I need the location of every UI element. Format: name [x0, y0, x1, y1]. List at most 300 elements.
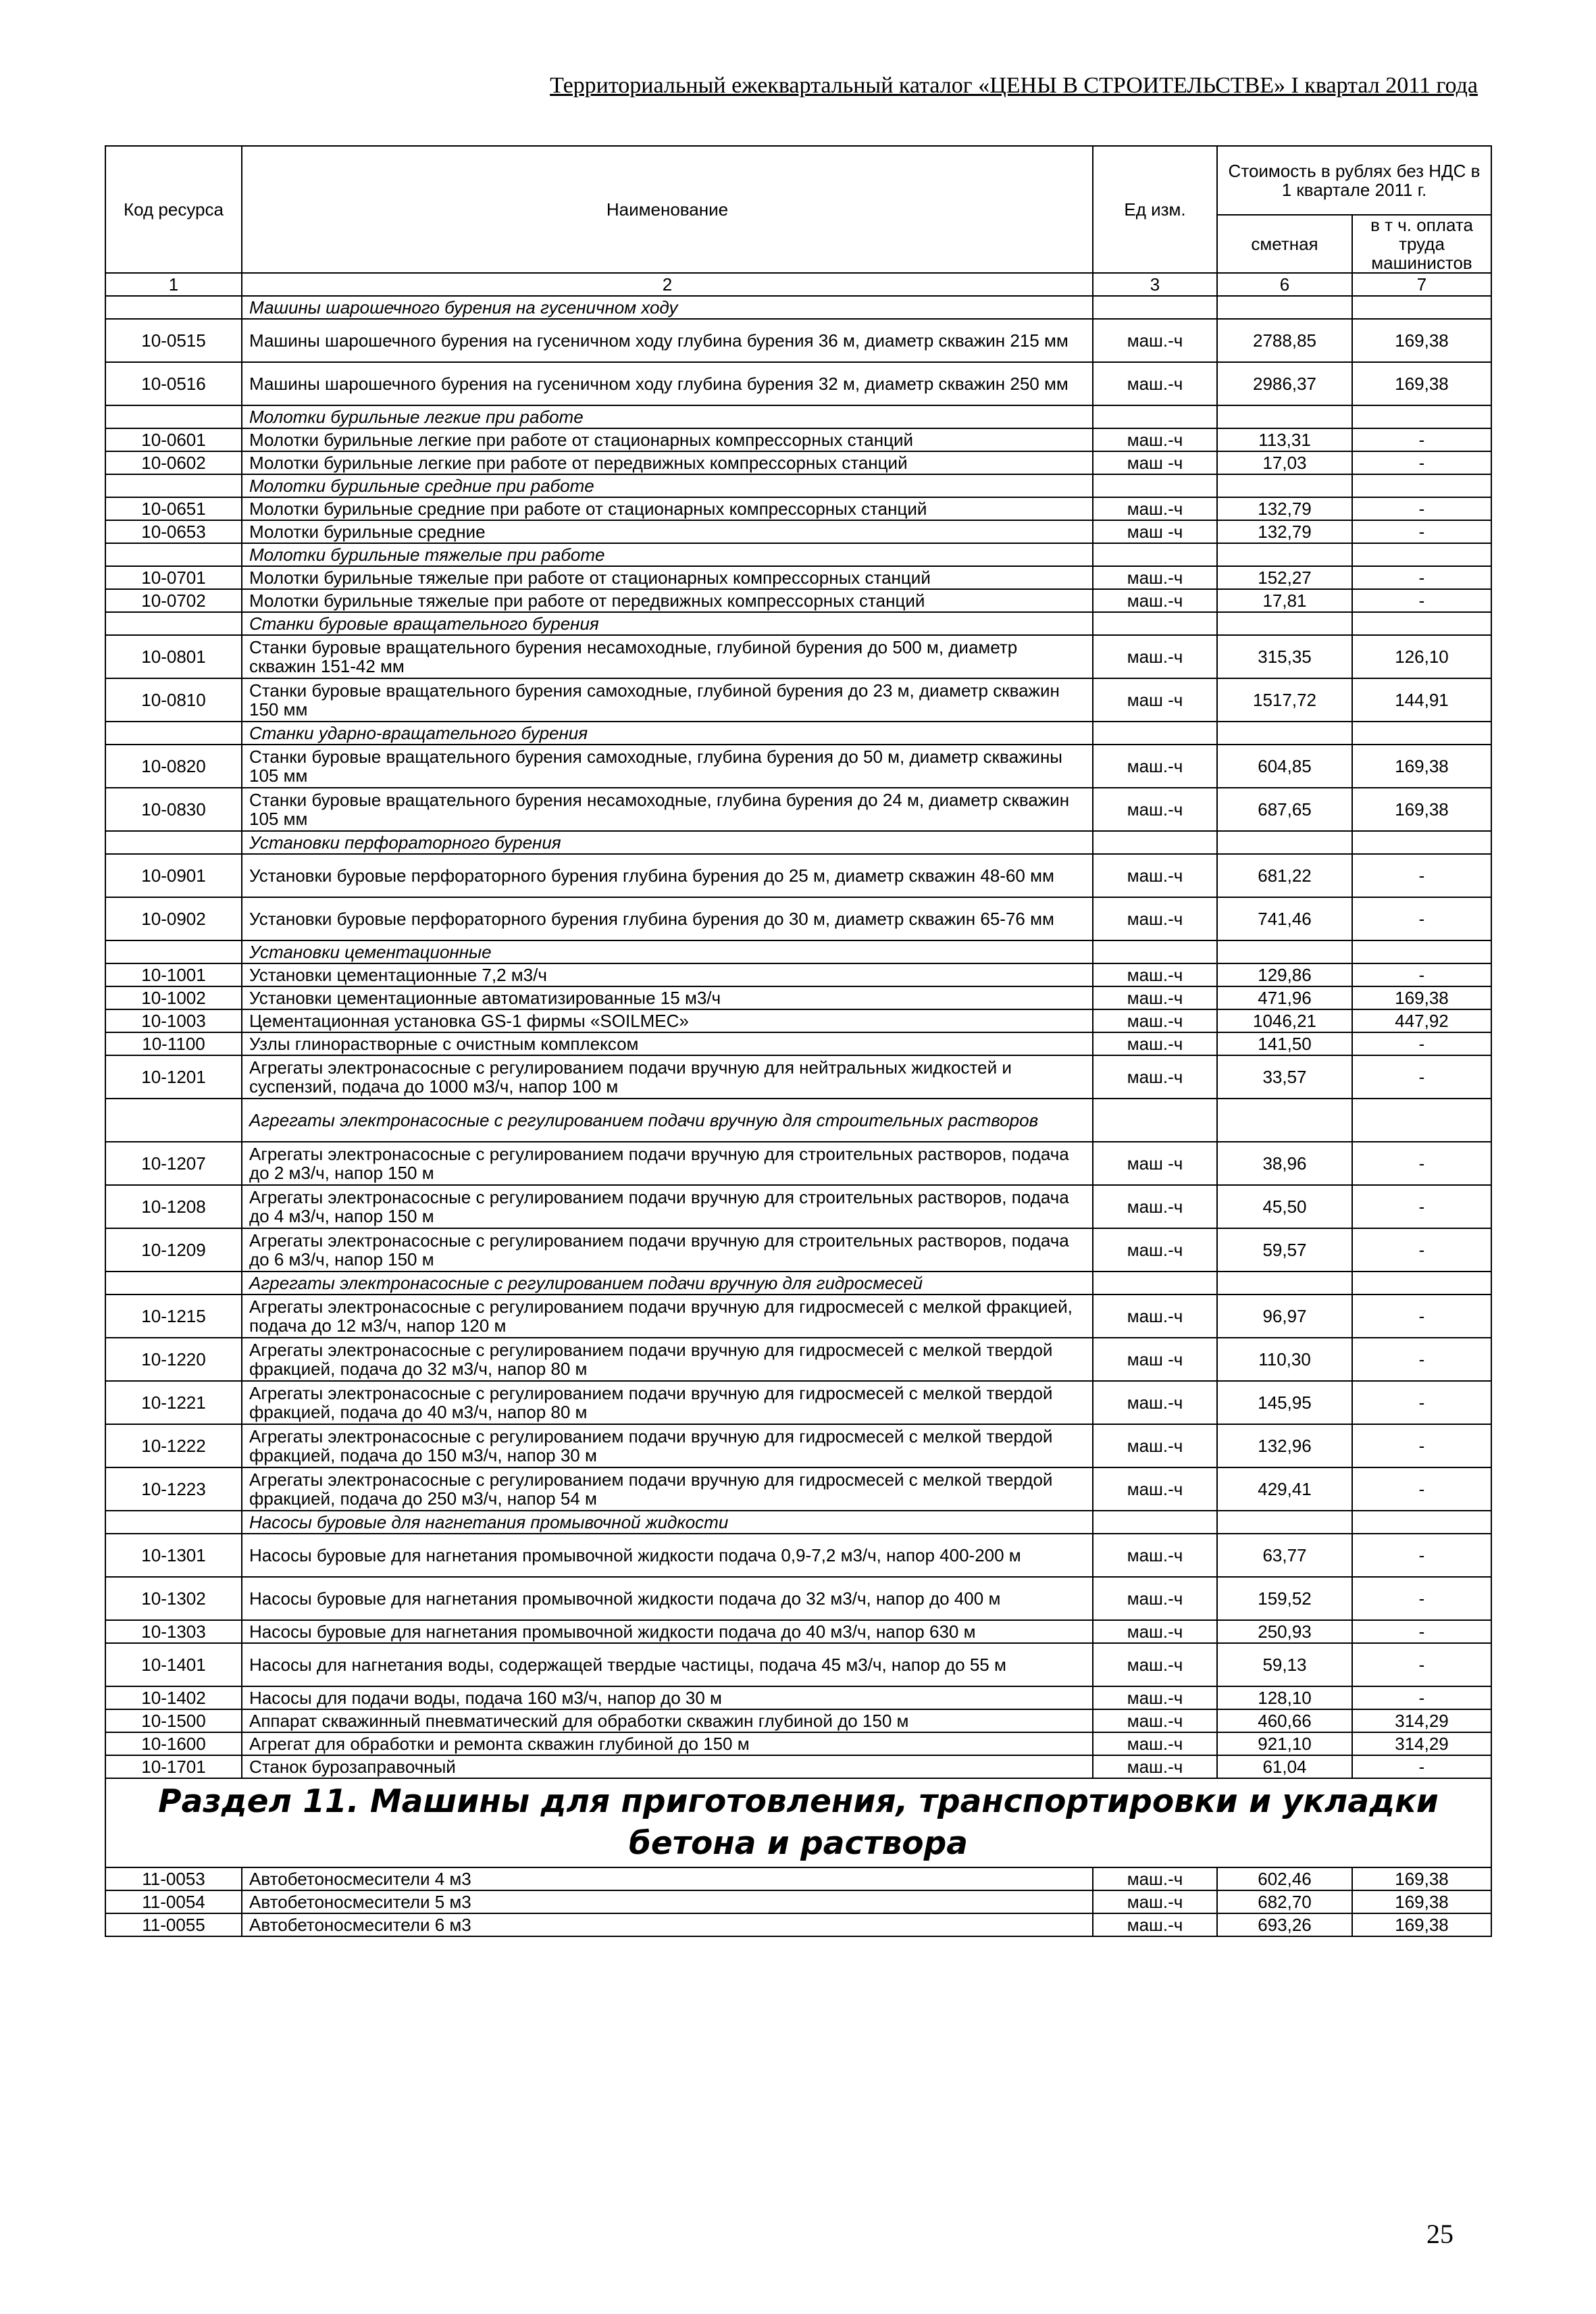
table-row	[105, 1142, 1491, 1185]
resource-name: Машины шарошечного бурения на гусеничном ходу глубина бурения 36 м, диаметр скважин 215 мм	[242, 319, 1093, 362]
labor-cost: 314,29	[1352, 1732, 1491, 1755]
table-row	[105, 678, 1491, 722]
resource-code: 10-0515	[105, 319, 242, 362]
unit-cell: маш.-ч	[1093, 788, 1217, 831]
unit-cell: маш.-ч	[1093, 1620, 1217, 1643]
empty-cell	[1093, 1099, 1217, 1142]
resource-name: Агрегаты электронасосные с регулированием подачи вручную для строительных растворов, подача до 2 м3/ч, напор 150 м	[242, 1142, 1093, 1185]
resource-code: 10-1302	[105, 1577, 242, 1620]
resource-code: 10-1209	[105, 1228, 242, 1272]
column-number: 1	[105, 273, 242, 296]
resource-name: Машины шарошечного бурения на гусеничном ходу глубина бурения 32 м, диаметр скважин 250 мм	[242, 362, 1093, 405]
labor-cost: -	[1352, 963, 1491, 986]
labor-cost: 314,29	[1352, 1709, 1491, 1732]
empty-cell	[1352, 543, 1491, 566]
labor-cost: -	[1352, 1294, 1491, 1338]
unit-cell: маш.-ч	[1093, 1424, 1217, 1467]
empty-cell	[1217, 296, 1352, 319]
empty-cell	[1093, 722, 1217, 745]
labor-cost: -	[1352, 1467, 1491, 1511]
labor-cost: -	[1352, 1643, 1491, 1686]
empty-cell	[1217, 405, 1352, 428]
resource-name: Установки буровые перфораторного бурения глубина бурения до 25 м, диаметр скважин 48-60 мм	[242, 854, 1093, 897]
resource-code: 10-1100	[105, 1032, 242, 1055]
resource-name: Агрегаты электронасосные с регулированием подачи вручную для гидросмесей с мелкой твердой фракцией, подача до 40 м3/ч, напор 80 м	[242, 1381, 1093, 1424]
labor-cost: -	[1352, 1620, 1491, 1643]
resource-code: 10-1201	[105, 1055, 242, 1099]
table-row	[105, 854, 1491, 897]
empty-cell	[1352, 1511, 1491, 1534]
resource-code: 10-1002	[105, 986, 242, 1009]
empty-cell	[1352, 296, 1491, 319]
table-row	[105, 451, 1491, 474]
resource-name: Установки буровые перфораторного бурения глубина бурения до 30 м, диаметр скважин 65-76 мм	[242, 897, 1093, 940]
unit-cell: маш.-ч	[1093, 1890, 1217, 1913]
empty-cell	[1217, 1272, 1352, 1294]
estimate-cost: 17,03	[1217, 451, 1352, 474]
catalog-header: Территориальный ежеквартальный каталог «ЦЕНЫ В СТРОИТЕЛЬСТВЕ» I квартал 2011 года	[550, 73, 1478, 98]
resource-code: 10-1222	[105, 1424, 242, 1467]
table-row	[105, 1534, 1491, 1577]
estimate-cost: 59,13	[1217, 1643, 1352, 1686]
resource-code: 10-1701	[105, 1755, 242, 1778]
empty-cell	[1093, 296, 1217, 319]
empty-cell	[105, 722, 242, 745]
header-unit: Ед изм.	[1093, 146, 1217, 273]
table-row	[105, 428, 1491, 451]
resource-code: 10-1401	[105, 1643, 242, 1686]
resource-name: Установки цементационные автоматизированные 15 м3/ч	[242, 986, 1093, 1009]
unit-cell: маш -ч	[1093, 451, 1217, 474]
resource-code: 10-1003	[105, 1009, 242, 1032]
group-name: Машины шарошечного бурения на гусеничном ходу	[242, 296, 1093, 319]
resource-code: 11-0055	[105, 1913, 242, 1936]
unit-cell: маш.-ч	[1093, 1867, 1217, 1890]
resource-code: 10-0901	[105, 854, 242, 897]
estimate-cost: 460,66	[1217, 1709, 1352, 1732]
estimate-cost: 110,30	[1217, 1338, 1352, 1381]
resource-code: 10-0702	[105, 589, 242, 612]
group-name: Установки перфораторного бурения	[242, 831, 1093, 854]
resource-code: 10-0810	[105, 678, 242, 722]
empty-cell	[1093, 405, 1217, 428]
section-heading-row	[105, 1778, 1491, 1867]
group-row	[105, 1272, 1491, 1294]
group-name: Агрегаты электронасосные с регулированием подачи вручную для гидросмесей	[242, 1272, 1093, 1294]
unit-cell: маш.-ч	[1093, 319, 1217, 362]
estimate-cost: 602,46	[1217, 1867, 1352, 1890]
empty-cell	[1352, 1099, 1491, 1142]
empty-cell	[1093, 831, 1217, 854]
table-row	[105, 1890, 1491, 1913]
labor-cost: -	[1352, 1055, 1491, 1099]
estimate-cost: 129,86	[1217, 963, 1352, 986]
resource-code: 10-1600	[105, 1732, 242, 1755]
estimate-cost: 604,85	[1217, 745, 1352, 788]
empty-cell	[105, 831, 242, 854]
empty-cell	[105, 296, 242, 319]
estimate-cost: 682,70	[1217, 1890, 1352, 1913]
table-row	[105, 589, 1491, 612]
resource-code: 10-1215	[105, 1294, 242, 1338]
estimate-cost: 681,22	[1217, 854, 1352, 897]
labor-cost: -	[1352, 1577, 1491, 1620]
empty-cell	[1217, 1099, 1352, 1142]
resource-name: Станки буровые вращательного бурения самоходные, глубина бурения до 50 м, диаметр скважины 105 мм	[242, 745, 1093, 788]
estimate-cost: 132,79	[1217, 497, 1352, 520]
labor-cost: -	[1352, 1686, 1491, 1709]
resource-name: Насосы буровые для нагнетания промывочной жидкости подача до 32 м3/ч, напор до 400 м	[242, 1577, 1093, 1620]
resource-name: Насосы для подачи воды, подача 160 м3/ч, напор до 30 м	[242, 1686, 1093, 1709]
resource-name: Станки буровые вращательного бурения самоходные, глубиной бурения до 23 м, диаметр скважин 150 мм	[242, 678, 1093, 722]
estimate-cost: 132,96	[1217, 1424, 1352, 1467]
group-name: Молотки бурильные легкие при работе	[242, 405, 1093, 428]
unit-cell: маш.-ч	[1093, 1534, 1217, 1577]
table-row	[105, 1294, 1491, 1338]
resource-name: Агрегат для обработки и ремонта скважин глубиной до 150 м	[242, 1732, 1093, 1755]
estimate-cost: 33,57	[1217, 1055, 1352, 1099]
table-row	[105, 1424, 1491, 1467]
resource-code: 10-0653	[105, 520, 242, 543]
unit-cell: маш.-ч	[1093, 854, 1217, 897]
labor-cost: -	[1352, 428, 1491, 451]
resource-name: Агрегаты электронасосные с регулированием подачи вручную для гидросмесей с мелкой твердой фракцией, подача до 150 м3/ч, напор 30 м	[242, 1424, 1093, 1467]
group-name: Насосы буровые для нагнетания промывочной жидкости	[242, 1511, 1093, 1534]
table-row	[105, 635, 1491, 678]
table-row	[105, 788, 1491, 831]
labor-cost: 144,91	[1352, 678, 1491, 722]
unit-cell: маш.-ч	[1093, 635, 1217, 678]
table-row	[105, 897, 1491, 940]
unit-cell: маш.-ч	[1093, 1577, 1217, 1620]
empty-cell	[105, 612, 242, 635]
estimate-cost: 159,52	[1217, 1577, 1352, 1620]
unit-cell: маш.-ч	[1093, 589, 1217, 612]
resource-name: Автобетоносмесители 4 м3	[242, 1867, 1093, 1890]
empty-cell	[1093, 543, 1217, 566]
group-name: Молотки бурильные тяжелые при работе	[242, 543, 1093, 566]
table-row	[105, 1686, 1491, 1709]
estimate-cost: 17,81	[1217, 589, 1352, 612]
table-row	[105, 1867, 1491, 1890]
table-row	[105, 1185, 1491, 1228]
group-name: Станки буровые вращательного бурения	[242, 612, 1093, 635]
column-number: 2	[242, 273, 1093, 296]
empty-cell	[1217, 543, 1352, 566]
unit-cell: маш -ч	[1093, 1142, 1217, 1185]
table-row	[105, 1732, 1491, 1755]
labor-cost: -	[1352, 520, 1491, 543]
unit-cell: маш.-ч	[1093, 986, 1217, 1009]
estimate-cost: 61,04	[1217, 1755, 1352, 1778]
group-row	[105, 612, 1491, 635]
estimate-cost: 471,96	[1217, 986, 1352, 1009]
estimate-cost: 429,41	[1217, 1467, 1352, 1511]
empty-cell	[1352, 831, 1491, 854]
table-row	[105, 1467, 1491, 1511]
empty-cell	[105, 474, 242, 497]
estimate-cost: 38,96	[1217, 1142, 1352, 1185]
estimate-cost: 145,95	[1217, 1381, 1352, 1424]
header-name: Наименование	[242, 146, 1093, 273]
unit-cell: маш -ч	[1093, 520, 1217, 543]
group-row	[105, 1099, 1491, 1142]
resource-code: 10-1303	[105, 1620, 242, 1643]
unit-cell: маш -ч	[1093, 678, 1217, 722]
estimate-cost: 45,50	[1217, 1185, 1352, 1228]
labor-cost: -	[1352, 1338, 1491, 1381]
unit-cell: маш.-ч	[1093, 497, 1217, 520]
table-row	[105, 520, 1491, 543]
empty-cell	[1093, 612, 1217, 635]
resource-name: Установки цементационные 7,2 м3/ч	[242, 963, 1093, 986]
group-row	[105, 474, 1491, 497]
resource-code: 10-0602	[105, 451, 242, 474]
unit-cell: маш.-ч	[1093, 1732, 1217, 1755]
resource-name: Агрегаты электронасосные с регулированием подачи вручную для строительных растворов, подача до 4 м3/ч, напор 150 м	[242, 1185, 1093, 1228]
resource-name: Станки буровые вращательного бурения несамоходные, глубина бурения до 24 м, диаметр скважин 105 мм	[242, 788, 1093, 831]
table-row	[105, 1055, 1491, 1099]
resource-code: 11-0054	[105, 1890, 242, 1913]
labor-cost: -	[1352, 1032, 1491, 1055]
unit-cell: маш.-ч	[1093, 963, 1217, 986]
table-header-row	[105, 146, 1491, 215]
estimate-cost: 128,10	[1217, 1686, 1352, 1709]
header-estimate: сметная	[1217, 215, 1352, 273]
labor-cost: 169,38	[1352, 788, 1491, 831]
unit-cell: маш.-ч	[1093, 1913, 1217, 1936]
labor-cost: -	[1352, 897, 1491, 940]
unit-cell: маш.-ч	[1093, 566, 1217, 589]
price-table	[105, 145, 1492, 1937]
estimate-cost: 113,31	[1217, 428, 1352, 451]
resource-code: 10-1207	[105, 1142, 242, 1185]
unit-cell: маш.-ч	[1093, 1032, 1217, 1055]
table-row	[105, 1228, 1491, 1272]
column-number: 3	[1093, 273, 1217, 296]
labor-cost: 169,38	[1352, 986, 1491, 1009]
empty-cell	[1093, 1511, 1217, 1534]
group-row	[105, 831, 1491, 854]
unit-cell: маш.-ч	[1093, 428, 1217, 451]
unit-cell: маш.-ч	[1093, 1467, 1217, 1511]
header-code: Код ресурса	[105, 146, 242, 273]
labor-cost: -	[1352, 451, 1491, 474]
resource-name: Молотки бурильные средние	[242, 520, 1093, 543]
empty-cell	[1352, 405, 1491, 428]
header-labor: в т ч. оплата труда машинистов	[1352, 215, 1491, 273]
resource-name: Автобетоносмесители 5 м3	[242, 1890, 1093, 1913]
header-cost-group: Стоимость в рублях без НДС в 1 квартале 2011 г.	[1217, 146, 1491, 215]
resource-code: 10-0701	[105, 566, 242, 589]
labor-cost: 126,10	[1352, 635, 1491, 678]
unit-cell: маш.-ч	[1093, 1294, 1217, 1338]
labor-cost: -	[1352, 1185, 1491, 1228]
labor-cost: 169,38	[1352, 319, 1491, 362]
estimate-cost: 59,57	[1217, 1228, 1352, 1272]
table-row	[105, 1913, 1491, 1936]
unit-cell: маш.-ч	[1093, 745, 1217, 788]
table-row	[105, 986, 1491, 1009]
estimate-cost: 63,77	[1217, 1534, 1352, 1577]
group-row	[105, 722, 1491, 745]
resource-name: Молотки бурильные тяжелые при работе от стационарных компрессорных станций	[242, 566, 1093, 589]
empty-cell	[105, 405, 242, 428]
unit-cell: маш.-ч	[1093, 1009, 1217, 1032]
unit-cell: маш.-ч	[1093, 1381, 1217, 1424]
table-row	[105, 1577, 1491, 1620]
labor-cost: -	[1352, 566, 1491, 589]
estimate-cost: 741,46	[1217, 897, 1352, 940]
empty-cell	[1093, 940, 1217, 963]
resource-name: Цементационная установка GS-1 фирмы «SOILMEC»	[242, 1009, 1093, 1032]
resource-name: Насосы для нагнетания воды, содержащей твердые частицы, подача 45 м3/ч, напор до 55 м	[242, 1643, 1093, 1686]
unit-cell: маш.-ч	[1093, 1055, 1217, 1099]
table-row	[105, 1381, 1491, 1424]
resource-code: 10-0516	[105, 362, 242, 405]
labor-cost: -	[1352, 497, 1491, 520]
table-row	[105, 963, 1491, 986]
resource-name: Молотки бурильные тяжелые при работе от передвижных компрессорных станций	[242, 589, 1093, 612]
estimate-cost: 2788,85	[1217, 319, 1352, 362]
labor-cost: -	[1352, 854, 1491, 897]
resource-name: Станки буровые вращательного бурения несамоходные, глубиной бурения до 500 м, диаметр скважин 151-42 мм	[242, 635, 1093, 678]
empty-cell	[1352, 940, 1491, 963]
labor-cost: -	[1352, 589, 1491, 612]
resource-code: 11-0053	[105, 1867, 242, 1890]
table-row	[105, 1032, 1491, 1055]
group-name: Установки цементационные	[242, 940, 1093, 963]
estimate-cost: 152,27	[1217, 566, 1352, 589]
empty-cell	[1217, 1511, 1352, 1534]
estimate-cost: 921,10	[1217, 1732, 1352, 1755]
empty-cell	[1093, 474, 1217, 497]
labor-cost: 169,38	[1352, 1867, 1491, 1890]
resource-code: 10-1220	[105, 1338, 242, 1381]
resource-name: Молотки бурильные средние при работе от стационарных компрессорных станций	[242, 497, 1093, 520]
estimate-cost: 250,93	[1217, 1620, 1352, 1643]
group-row	[105, 296, 1491, 319]
table-row	[105, 1709, 1491, 1732]
resource-name: Узлы глинорастворные с очистным комплексом	[242, 1032, 1093, 1055]
empty-cell	[1217, 940, 1352, 963]
resource-code: 10-1223	[105, 1467, 242, 1511]
empty-cell	[105, 1272, 242, 1294]
resource-code: 10-0651	[105, 497, 242, 520]
resource-code: 10-0801	[105, 635, 242, 678]
empty-cell	[1352, 612, 1491, 635]
resource-name: Автобетоносмесители 6 м3	[242, 1913, 1093, 1936]
labor-cost: 169,38	[1352, 362, 1491, 405]
table-row	[105, 497, 1491, 520]
unit-cell: маш.-ч	[1093, 1686, 1217, 1709]
unit-cell: маш.-ч	[1093, 1709, 1217, 1732]
table-row	[105, 1338, 1491, 1381]
resource-name: Аппарат скважинный пневматический для обработки скважин глубиной до 150 м	[242, 1709, 1093, 1732]
resource-code: 10-1208	[105, 1185, 242, 1228]
table-row	[105, 319, 1491, 362]
empty-cell	[1217, 474, 1352, 497]
resource-name: Агрегаты электронасосные с регулированием подачи вручную для нейтральных жидкостей и суспензий, подача до 1000 м3/ч, напор 100 м	[242, 1055, 1093, 1099]
section-heading: Раздел 11. Машины для приготовления, транспортировки и укладки бетона и раствора	[105, 1778, 1491, 1867]
column-number: 7	[1352, 273, 1491, 296]
group-row	[105, 405, 1491, 428]
unit-cell: маш.-ч	[1093, 897, 1217, 940]
column-number: 6	[1217, 273, 1352, 296]
group-row	[105, 543, 1491, 566]
table-row	[105, 1009, 1491, 1032]
unit-cell: маш.-ч	[1093, 1185, 1217, 1228]
resource-code: 10-0902	[105, 897, 242, 940]
labor-cost: 169,38	[1352, 1913, 1491, 1936]
group-name: Станки ударно-вращательного бурения	[242, 722, 1093, 745]
estimate-cost: 141,50	[1217, 1032, 1352, 1055]
labor-cost: -	[1352, 1424, 1491, 1467]
estimate-cost: 687,65	[1217, 788, 1352, 831]
estimate-cost: 693,26	[1217, 1913, 1352, 1936]
group-row	[105, 1511, 1491, 1534]
empty-cell	[1217, 612, 1352, 635]
labor-cost: -	[1352, 1142, 1491, 1185]
labor-cost: 169,38	[1352, 745, 1491, 788]
unit-cell: маш.-ч	[1093, 1755, 1217, 1778]
unit-cell: маш.-ч	[1093, 1228, 1217, 1272]
empty-cell	[1217, 831, 1352, 854]
empty-cell	[1352, 474, 1491, 497]
resource-name: Станок бурозаправочный	[242, 1755, 1093, 1778]
table-row	[105, 566, 1491, 589]
empty-cell	[105, 940, 242, 963]
labor-cost: 169,38	[1352, 1890, 1491, 1913]
resource-code: 10-1301	[105, 1534, 242, 1577]
estimate-cost: 1046,21	[1217, 1009, 1352, 1032]
unit-cell: маш.-ч	[1093, 362, 1217, 405]
empty-cell	[1217, 722, 1352, 745]
unit-cell: маш -ч	[1093, 1338, 1217, 1381]
resource-code: 10-0820	[105, 745, 242, 788]
resource-name: Агрегаты электронасосные с регулированием подачи вручную для гидросмесей с мелкой твердой фракцией, подача до 250 м3/ч, напор 54 м	[242, 1467, 1093, 1511]
table-row	[105, 1643, 1491, 1686]
empty-cell	[1093, 1272, 1217, 1294]
empty-cell	[105, 543, 242, 566]
group-name: Молотки бурильные средние при работе	[242, 474, 1093, 497]
resource-code: 10-1500	[105, 1709, 242, 1732]
resource-code: 10-0830	[105, 788, 242, 831]
group-name: Агрегаты электронасосные с регулированием подачи вручную для строительных растворов	[242, 1099, 1093, 1142]
unit-cell: маш.-ч	[1093, 1643, 1217, 1686]
table-row	[105, 362, 1491, 405]
resource-code: 10-1221	[105, 1381, 242, 1424]
resource-code: 10-0601	[105, 428, 242, 451]
resource-name: Молотки бурильные легкие при работе от стационарных компрессорных станций	[242, 428, 1093, 451]
labor-cost: 447,92	[1352, 1009, 1491, 1032]
estimate-cost: 315,35	[1217, 635, 1352, 678]
resource-code: 10-1402	[105, 1686, 242, 1709]
labor-cost: -	[1352, 1228, 1491, 1272]
estimate-cost: 2986,37	[1217, 362, 1352, 405]
table-row	[105, 1620, 1491, 1643]
empty-cell	[1352, 722, 1491, 745]
resource-code: 10-1001	[105, 963, 242, 986]
labor-cost: -	[1352, 1534, 1491, 1577]
column-number-row	[105, 273, 1491, 296]
empty-cell	[105, 1511, 242, 1534]
resource-name: Агрегаты электронасосные с регулированием подачи вручную для строительных растворов, подача до 6 м3/ч, напор 150 м	[242, 1228, 1093, 1272]
estimate-cost: 96,97	[1217, 1294, 1352, 1338]
resource-name: Молотки бурильные легкие при работе от передвижных компрессорных станций	[242, 451, 1093, 474]
estimate-cost: 1517,72	[1217, 678, 1352, 722]
table-row	[105, 1755, 1491, 1778]
